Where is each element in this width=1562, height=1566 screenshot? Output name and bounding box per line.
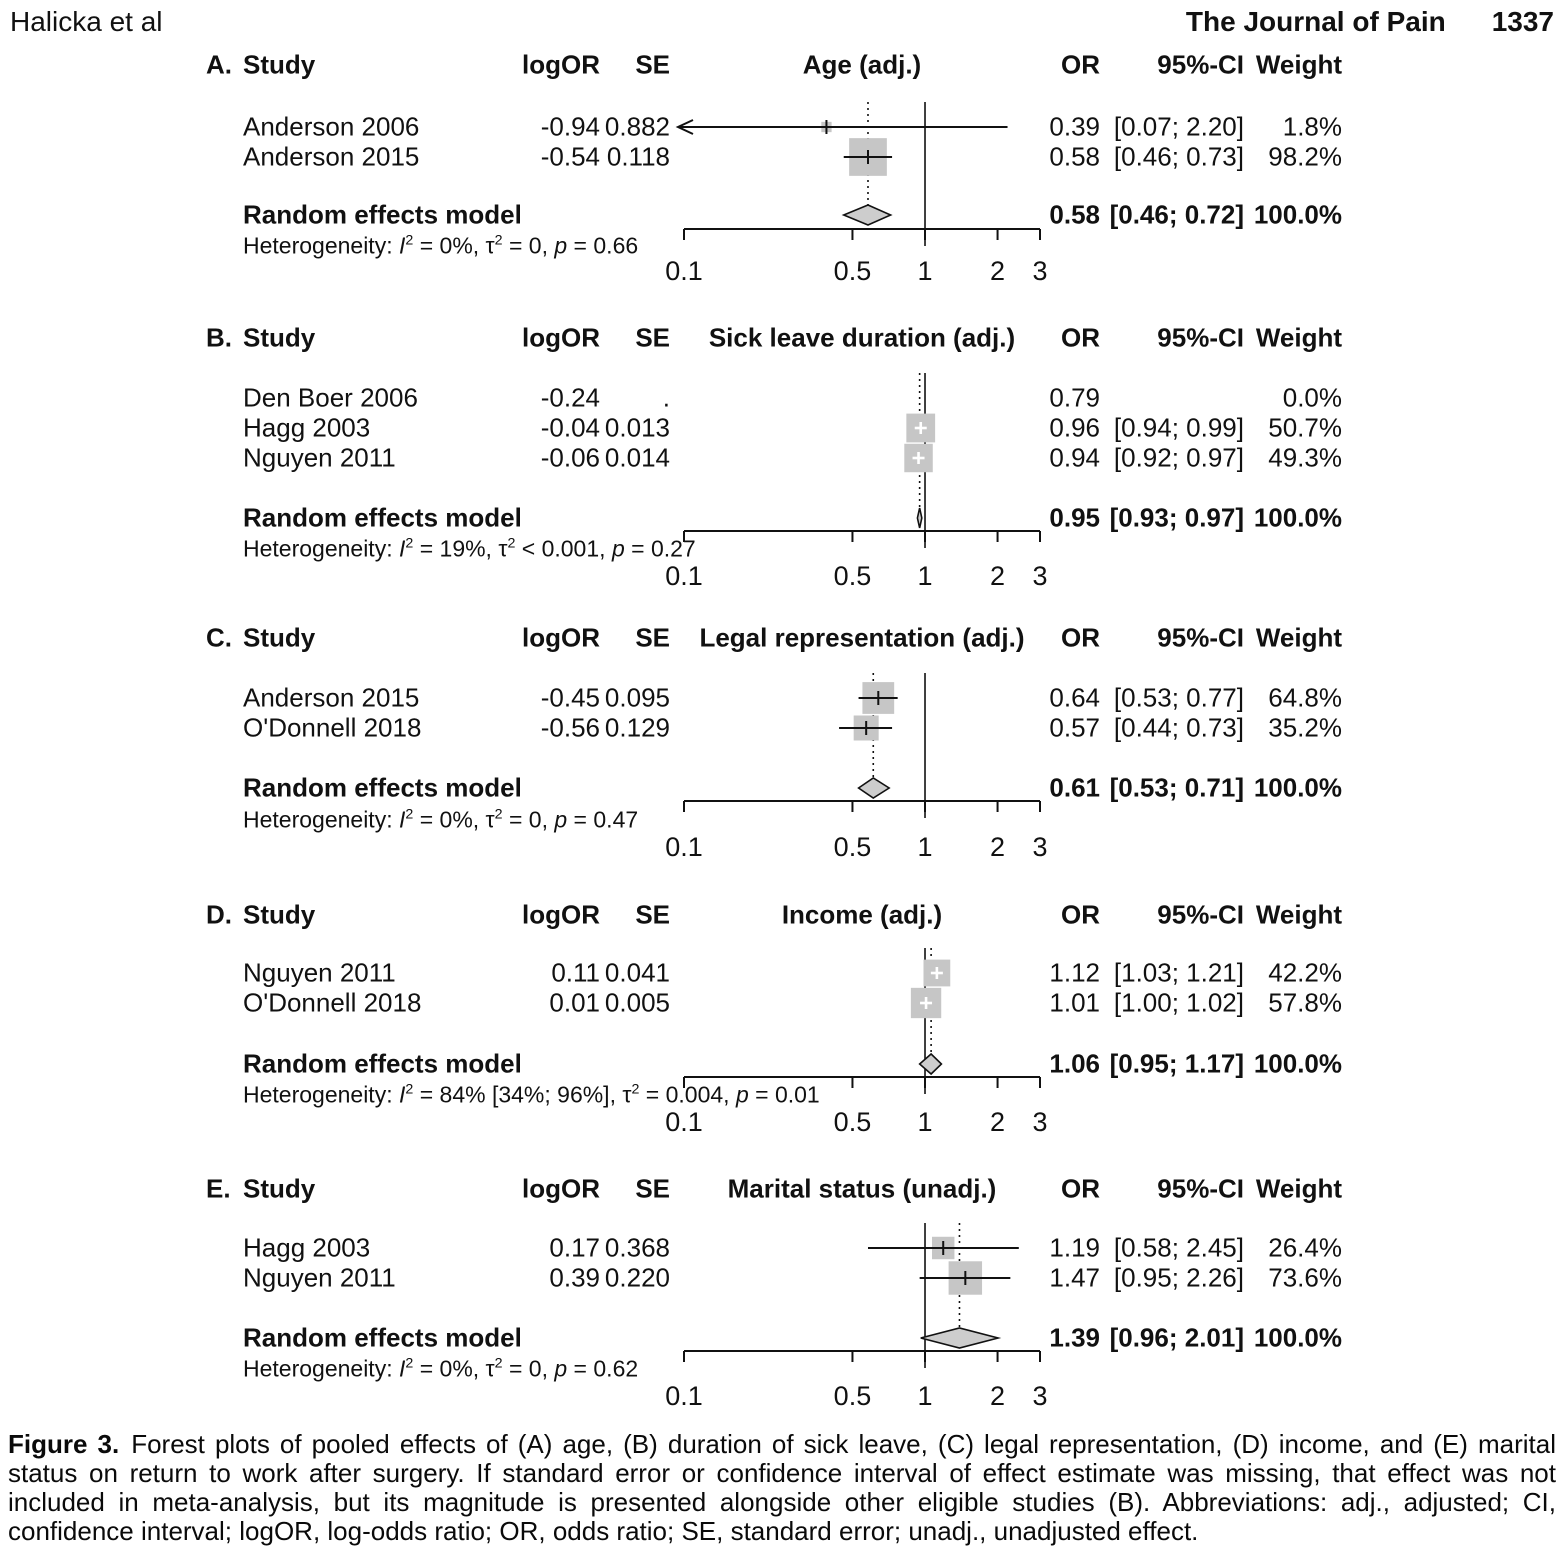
study-weight: 64.8%	[1268, 682, 1342, 713]
study-logor: -0.94	[540, 111, 600, 142]
axis-tick-label: 1	[917, 561, 933, 591]
study-or: 1.47	[1049, 1262, 1100, 1293]
col-header-study: Study	[243, 322, 316, 353]
study-name: Anderson 2006	[243, 111, 420, 142]
study-name: Anderson 2015	[243, 682, 420, 713]
pooled-label: Random effects model	[243, 1322, 522, 1353]
study-se: 0.882	[604, 111, 670, 142]
col-header-ci: 95%-CI	[1157, 622, 1244, 653]
study-weight: 42.2%	[1268, 957, 1342, 988]
journal-title: The Journal of Pain	[1185, 6, 1446, 37]
study-logor: -0.54	[540, 141, 600, 172]
axis-tick-label: 0.1	[665, 561, 703, 591]
col-header-or: OR	[1061, 1173, 1100, 1204]
study-or: 0.94	[1049, 442, 1100, 473]
axis-tick-label: 2	[990, 1381, 1006, 1411]
figure-caption-text: Forest plots of pooled effects of (A) age, (B) duration of sick leave, (C) legal representation, (D) income, and (E) marital status on return to work after surgery. If standard error or confidence interval of effect estimate was missing, that effect was not included in meta-analysis, but its magnitude is presented alongside other eligible studies (B). Abbreviations: adj., adjusted; CI, confidence interval; logOR, log-odds ratio; OR, odds ratio; SE, standard error; unadj., unadjusted effect.	[8, 1429, 1556, 1546]
col-header-or: OR	[1061, 899, 1100, 930]
effect-label: Legal representation (adj.)	[699, 622, 1025, 653]
study-ci: [0.46; 0.73]	[1113, 141, 1244, 172]
study-logor: -0.06	[540, 442, 600, 473]
axis-tick-label: 3	[1032, 1381, 1048, 1411]
study-ci: [1.00; 1.02]	[1113, 987, 1244, 1018]
col-header-weight: Weight	[1255, 322, 1342, 353]
study-or: 1.12	[1049, 957, 1100, 988]
panel-letter: A.	[206, 49, 232, 80]
axis-tick-label: 0.5	[833, 832, 872, 862]
study-logor: 0.01	[549, 987, 600, 1018]
study-se: 0.118	[606, 141, 670, 172]
col-header-weight: Weight	[1255, 622, 1342, 653]
pooled-or: 1.39	[1049, 1322, 1100, 1353]
pooled-weight: 100.0%	[1253, 1048, 1342, 1079]
study-logor: -0.45	[540, 682, 600, 713]
axis-tick-label: 3	[1032, 256, 1048, 286]
col-header-logor: logOR	[522, 622, 600, 653]
study-name: Hagg 2003	[243, 1232, 371, 1263]
study-weight: 50.7%	[1268, 412, 1342, 443]
panel-letter: C.	[206, 622, 232, 653]
study-name: O'Donnell 2018	[243, 987, 422, 1018]
study-ci: [1.03; 1.21]	[1113, 957, 1244, 988]
study-ci: [0.07; 2.20]	[1113, 111, 1244, 142]
col-header-ci: 95%-CI	[1157, 49, 1244, 80]
axis-tick-label: 3	[1032, 561, 1048, 591]
axis-tick-label: 0.1	[665, 832, 703, 862]
col-header-logor: logOR	[522, 49, 600, 80]
col-header-se: SE	[635, 622, 670, 653]
pooled-ci: [0.46; 0.72]	[1109, 199, 1244, 230]
study-logor: -0.04	[540, 412, 600, 443]
panel-letter: D.	[206, 899, 232, 930]
col-header-or: OR	[1061, 322, 1100, 353]
col-header-weight: Weight	[1255, 899, 1342, 930]
effect-label: Income (adj.)	[781, 899, 943, 930]
axis-tick-label: 3	[1032, 832, 1048, 862]
axis-tick-label: 0.5	[833, 1107, 872, 1137]
axis-tick-label: 1	[917, 832, 933, 862]
axis-tick-label: 0.1	[665, 1381, 703, 1411]
study-or: 0.96	[1049, 412, 1100, 443]
col-header-or: OR	[1061, 49, 1100, 80]
pooled-weight: 100.0%	[1253, 772, 1342, 803]
col-header-ci: 95%-CI	[1157, 1173, 1244, 1204]
study-or: 0.79	[1049, 382, 1100, 413]
col-header-study: Study	[243, 899, 316, 930]
axis-tick-label: 2	[990, 1107, 1006, 1137]
figure-caption-label: Figure 3.	[8, 1429, 120, 1459]
panel-letter: B.	[206, 322, 232, 353]
pooled-or: 0.61	[1049, 772, 1100, 803]
pooled-ci: [0.93; 0.97]	[1109, 502, 1244, 533]
heterogeneity-text: Heterogeneity: $I^2 = 19\%$, $\tau^2 < 0.001$, p = 0.27	[243, 535, 696, 562]
heterogeneity-text: Heterogeneity: $I^2 = 0\%$, $\tau^2 = 0$, p = 0.62	[243, 1355, 639, 1382]
study-ci: [0.53; 0.77]	[1113, 682, 1244, 713]
pooled-or: 0.58	[1049, 199, 1100, 230]
study-name: Nguyen 2011	[243, 1262, 396, 1293]
pooled-ci: [0.53; 0.71]	[1109, 772, 1244, 803]
heterogeneity-text: Heterogeneity: $I^2 = 0\%$, $\tau^2 = 0$, p = 0.66	[243, 232, 639, 259]
col-header-se: SE	[635, 1173, 670, 1204]
axis-tick-label: 2	[990, 561, 1006, 591]
study-weight: 26.4%	[1268, 1232, 1342, 1263]
effect-label: Sick leave duration (adj.)	[708, 322, 1016, 353]
col-header-se: SE	[635, 899, 670, 930]
col-header-ci: 95%-CI	[1157, 322, 1244, 353]
pooled-label: Random effects model	[243, 502, 522, 533]
pooled-ci: [0.95; 1.17]	[1109, 1048, 1244, 1079]
axis-tick-label: 0.1	[665, 1107, 703, 1137]
study-ci: [0.95; 2.26]	[1113, 1262, 1244, 1293]
axis-tick-label: 0.5	[833, 256, 872, 286]
col-header-weight: Weight	[1255, 1173, 1342, 1204]
study-name: Anderson 2015	[243, 141, 420, 172]
study-se: 0.013	[604, 412, 670, 443]
axis-tick-label: 1	[917, 1107, 933, 1137]
study-se: 0.014	[604, 442, 670, 473]
axis-tick-label: 1	[917, 1381, 933, 1411]
study-logor: 0.11	[551, 957, 600, 988]
study-weight: 1.8%	[1282, 111, 1342, 142]
effect-label: Age (adj.)	[802, 49, 922, 80]
study-weight: 0.0%	[1282, 382, 1342, 413]
study-se: .	[662, 382, 670, 413]
col-header-logor: logOR	[522, 1173, 600, 1204]
study-se: 0.220	[604, 1262, 670, 1293]
axis-tick-label: 2	[990, 832, 1006, 862]
study-se: 0.129	[604, 712, 670, 743]
pooled-label: Random effects model	[243, 1048, 522, 1079]
study-se: 0.368	[604, 1232, 670, 1263]
col-header-study: Study	[243, 1173, 316, 1204]
figure-caption	[8, 1430, 1556, 1546]
study-logor: 0.39	[549, 1262, 600, 1293]
study-or: 0.57	[1049, 712, 1100, 743]
study-se: 0.041	[604, 957, 670, 988]
study-name: Nguyen 2011	[243, 957, 396, 988]
axis-tick-label: 0.5	[833, 561, 872, 591]
study-logor: -0.24	[540, 382, 600, 413]
study-ci: [0.94; 0.99]	[1113, 412, 1244, 443]
study-name: O'Donnell 2018	[243, 712, 422, 743]
heterogeneity-text: Heterogeneity: $I^2 = 84\%$ [34%; 96%], $\tau^2 = 0.004$, p = 0.01	[243, 1081, 820, 1108]
pooled-ci: [0.96; 2.01]	[1109, 1322, 1244, 1353]
pooled-label: Random effects model	[243, 199, 522, 230]
axis-tick-label: 1	[917, 256, 933, 286]
study-se: 0.005	[604, 987, 670, 1018]
study-name: Den Boer 2006	[243, 382, 418, 413]
study-ci: [0.92; 0.97]	[1113, 442, 1244, 473]
col-header-logor: logOR	[522, 322, 600, 353]
effect-label: Marital status (unadj.)	[727, 1173, 997, 1204]
study-weight: 49.3%	[1268, 442, 1342, 473]
col-header-study: Study	[243, 49, 316, 80]
pooled-weight: 100.0%	[1253, 502, 1342, 533]
pooled-or: 1.06	[1049, 1048, 1100, 1079]
study-name: Hagg 2003	[243, 412, 371, 443]
axis-tick-label: 0.1	[665, 256, 703, 286]
axis-tick-label: 2	[990, 256, 1006, 286]
study-weight: 98.2%	[1268, 141, 1342, 172]
col-header-weight: Weight	[1255, 49, 1342, 80]
study-name: Nguyen 2011	[243, 442, 396, 473]
page-number: 1337	[1491, 6, 1554, 37]
heterogeneity-text: Heterogeneity: $I^2 = 0\%$, $\tau^2 = 0$, p = 0.47	[243, 806, 639, 833]
study-or: 0.64	[1049, 682, 1100, 713]
col-header-or: OR	[1061, 622, 1100, 653]
axis-tick-label: 3	[1032, 1107, 1048, 1137]
pooled-weight: 100.0%	[1253, 1322, 1342, 1353]
study-or: 1.01	[1049, 987, 1100, 1018]
pooled-label: Random effects model	[243, 772, 522, 803]
col-header-study: Study	[243, 622, 316, 653]
panel-letter: E.	[206, 1173, 231, 1204]
col-header-ci: 95%-CI	[1157, 899, 1244, 930]
study-logor: -0.56	[540, 712, 600, 743]
study-or: 0.39	[1049, 111, 1100, 142]
pooled-weight: 100.0%	[1253, 199, 1342, 230]
study-ci: [0.58; 2.45]	[1113, 1232, 1244, 1263]
study-ci: [0.44; 0.73]	[1113, 712, 1244, 743]
pooled-or: 0.95	[1049, 502, 1100, 533]
study-or: 1.19	[1049, 1232, 1100, 1263]
study-or: 0.58	[1049, 141, 1100, 172]
col-header-logor: logOR	[522, 899, 600, 930]
study-weight: 57.8%	[1268, 987, 1342, 1018]
study-weight: 73.6%	[1268, 1262, 1342, 1293]
col-header-se: SE	[635, 322, 670, 353]
study-se: 0.095	[604, 682, 670, 713]
study-logor: 0.17	[549, 1232, 600, 1263]
axis-tick-label: 0.5	[833, 1381, 872, 1411]
study-weight: 35.2%	[1268, 712, 1342, 743]
running-head: Halicka et al	[10, 6, 163, 37]
col-header-se: SE	[635, 49, 670, 80]
